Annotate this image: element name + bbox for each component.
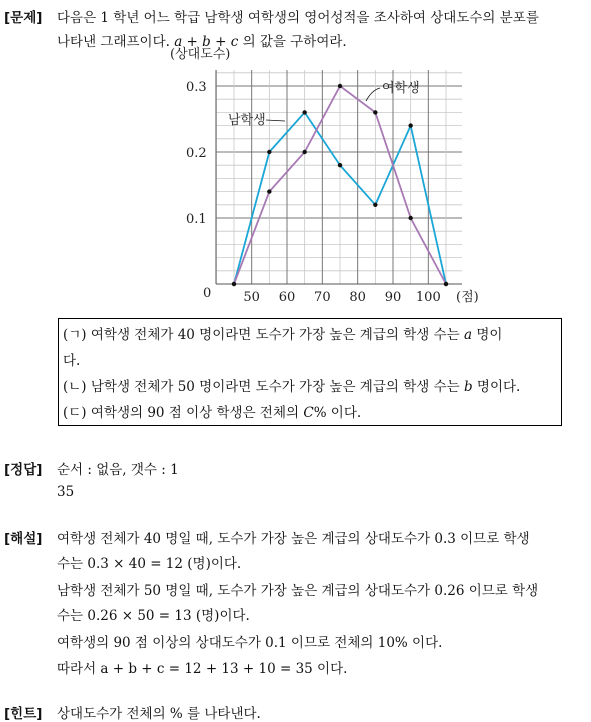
problem-line-2-end: 의 값을 구하여라. (242, 34, 347, 50)
x-tick-label: 80 (349, 290, 366, 305)
x-tick-label: 90 (384, 290, 402, 305)
answer-tag: [정답] (4, 462, 43, 478)
data-point (338, 163, 342, 167)
chart-axes (216, 70, 462, 284)
statement-1-end: 명이 (476, 327, 503, 343)
x-tick-label: 50 (243, 290, 260, 305)
data-point (373, 110, 377, 114)
x-tick-label: 70 (314, 290, 331, 305)
explanation-line-2: 수는 0.3 × 40 = 12 (명)이다. (57, 556, 242, 572)
data-point (444, 282, 448, 286)
explanation-line-1: 여학생 전체가 40 명일 때, 도수가 가장 높은 계급의 상대도수가 0.3 이므로 학생 (57, 531, 530, 547)
statement-1-cont: 다. (63, 353, 81, 369)
problem-line-2-text: 나타낸 그래프이다. (57, 34, 170, 50)
problem-tag: [문제] (4, 10, 43, 26)
relative-frequency-chart (0, 0, 591, 310)
explanation-line-3: 남학생 전체가 50 명일 때, 도수가 가장 높은 계급의 상대도수가 0.26 이므로 학생 (57, 583, 539, 599)
x-tick-label: 100 (415, 290, 441, 305)
statement-2-var: b (463, 379, 473, 395)
x-tick-label: 60 (278, 290, 296, 305)
statement-3 (63, 401, 361, 421)
series-label-female: 여학생 (382, 81, 420, 96)
statement-3-end: % 이다. (313, 405, 362, 421)
statement-2 (63, 375, 520, 395)
data-point (338, 84, 342, 88)
y-axis-label: (상대도수) (170, 47, 231, 62)
hint-tag: [힌트] (4, 706, 43, 722)
statement-2-text: (ㄴ) 남학생 전체가 50 명이라면 도수가 가장 높은 계급의 학생 수는 (63, 379, 460, 395)
data-point (408, 123, 412, 127)
origin-label: 0 (203, 286, 212, 301)
explanation-line-5: 여학생의 90 점 이상의 상대도수가 0.1 이므로 전체의 10% 이다. (57, 635, 443, 651)
data-point (267, 189, 271, 193)
statement-1-var: a (463, 327, 473, 343)
data-point (408, 216, 412, 220)
x-axis-label: (점) (456, 290, 479, 305)
y-tick-label: 0.3 (186, 80, 207, 95)
statement-1-text: (ㄱ) 여학생 전체가 40 명이라면 도수가 가장 높은 계급의 학생 수는 (63, 327, 460, 343)
statement-3-text: (ㄷ) 여학생의 90 점 이상 학생은 전체의 (63, 405, 300, 421)
statement-3-var: C (303, 405, 314, 421)
statement-2-end: 명이다. (476, 379, 521, 395)
explanation-line-6: 따라서 a + b + c = 12 + 13 + 10 = 35 이다. (57, 661, 348, 677)
problem-expression: a + b + c (174, 34, 239, 50)
statements-box (58, 318, 562, 426)
series-label-male-leader (266, 120, 285, 121)
data-point (302, 150, 306, 154)
explanation-line-4: 수는 0.26 × 50 = 13 (명)이다. (57, 608, 250, 624)
explanation-tag: [해설] (4, 531, 43, 547)
data-point (232, 282, 236, 286)
problem-line-1: 다음은 1 학년 어느 학급 남학생 여학생의 영어성적을 조사하여 상대도수의 분포를 (57, 10, 539, 26)
y-tick-label: 0.2 (186, 146, 207, 161)
series-label-male: 남학생 (228, 113, 266, 128)
data-point (267, 150, 271, 154)
statement-1 (63, 323, 502, 343)
answer-value: 35 (57, 484, 75, 500)
answer-line-1: 순서 : 없음, 갯수 : 1 (57, 462, 179, 478)
chart-grid (216, 70, 462, 284)
data-point (373, 203, 377, 207)
data-point (302, 110, 306, 114)
y-tick-label: 0.1 (186, 212, 207, 227)
hint-text: 상대도수가 전체의 % 를 나타낸다. (57, 706, 261, 722)
